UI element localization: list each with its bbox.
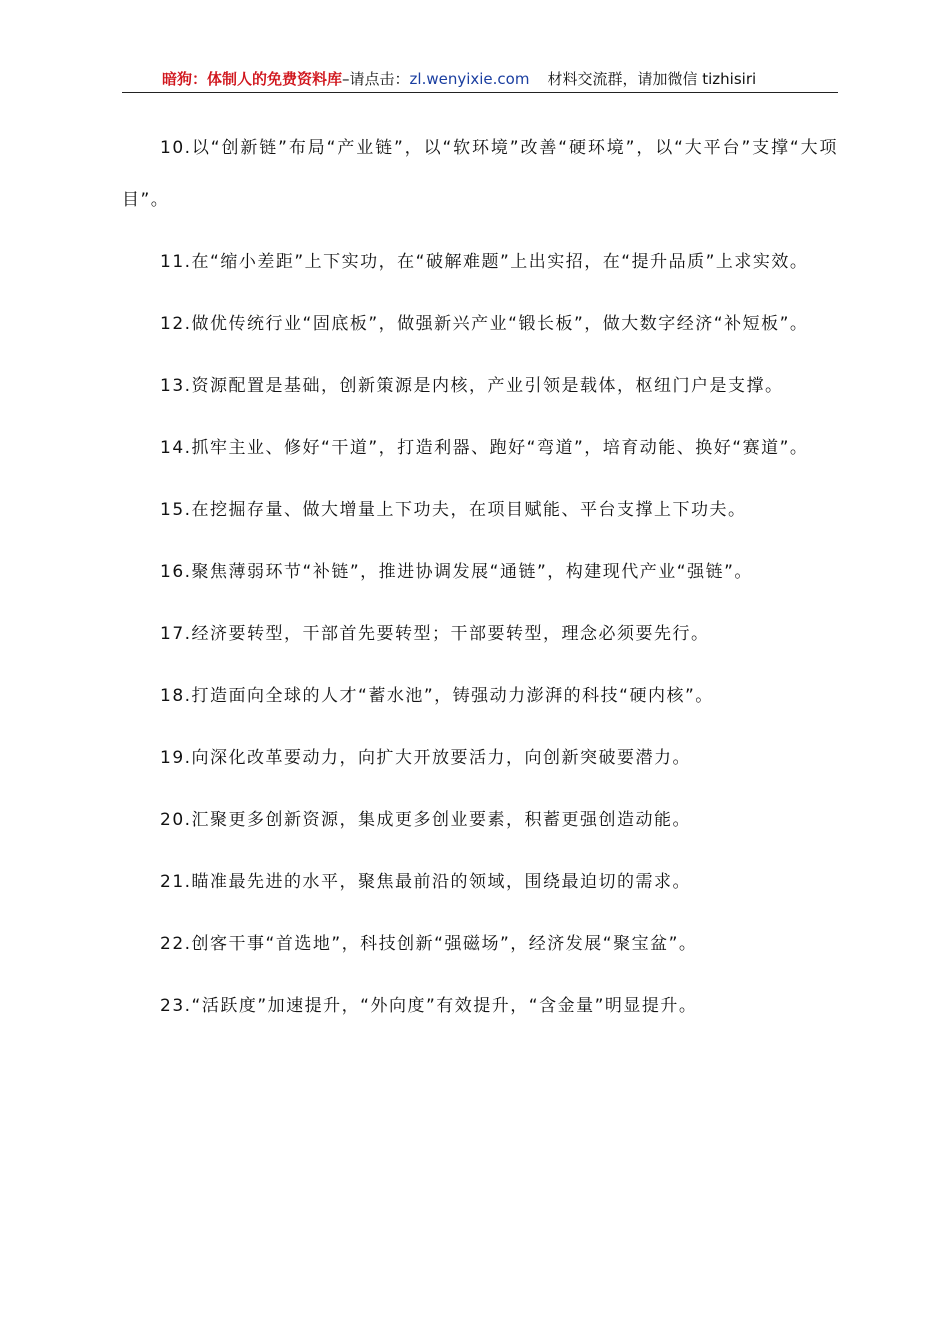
- list-item-22: 22.创客干事“首选地”，科技创新“强磁场”，经济发展“聚宝盆”。: [160, 934, 698, 954]
- header-wechat-note: 材料交流群，请加微信 tizhisiri: [547, 70, 757, 88]
- header-click-prompt: –请点击：: [342, 70, 410, 88]
- document-body: [122, 122, 838, 1042]
- header-link[interactable]: zl.wenyixie.com: [409, 70, 530, 88]
- list-item-11: 11.在“缩小差距”上下实功，在“破解难题”上出实招，在“提升品质”上求实效。: [160, 252, 809, 272]
- list-item-16: 16.聚焦薄弱环节“补链”，推进协调发展“通链”，构建现代产业“强链”。: [160, 562, 753, 582]
- list-item-23: 23.“活跃度”加速提升，“外向度”有效提升，“含金量”明显提升。: [160, 996, 698, 1016]
- list-item-14: 14.抓牢主业、修好“干道”，打造利器、跑好“弯道”，培育动能、换好“赛道”。: [160, 438, 809, 458]
- header-title: 暗狗：体制人的免费资料库: [162, 70, 343, 88]
- list-item-12: 12.做优传统行业“固底板”，做强新兴产业“锻长板”，做大数字经济“补短板”。: [160, 314, 809, 334]
- list-item-21: 21.瞄准最先进的水平，聚焦最前沿的领域，围绕最迫切的需求。: [160, 872, 692, 892]
- list-item-20: 20.汇聚更多创新资源，集成更多创业要素，积蓄更强创造动能。: [160, 810, 692, 830]
- list-item-10: 10.以“创新链”布局“产业链”，以“软环境”改善“硬环境”，以“大平台”支撑“大项目”。: [122, 138, 838, 210]
- list-item-19: 19.向深化改革要动力，向扩大开放要活力，向创新突破要潜力。: [160, 748, 692, 768]
- list-item-13: 13.资源配置是基础，创新策源是内核，产业引领是载体，枢纽门户是支撑。: [160, 376, 784, 396]
- list-item-17: 17.经济要转型，干部首先要转型；干部要转型，理念必须要先行。: [160, 624, 710, 644]
- page-header: [122, 68, 838, 93]
- list-item-18: 18.打造面向全球的人才“蓄水池”，铸强动力澎湃的科技“硬内核”。: [160, 686, 714, 706]
- list-item-15: 15.在挖掘存量、做大增量上下功夫，在项目赋能、平台支撑上下功夫。: [160, 500, 747, 520]
